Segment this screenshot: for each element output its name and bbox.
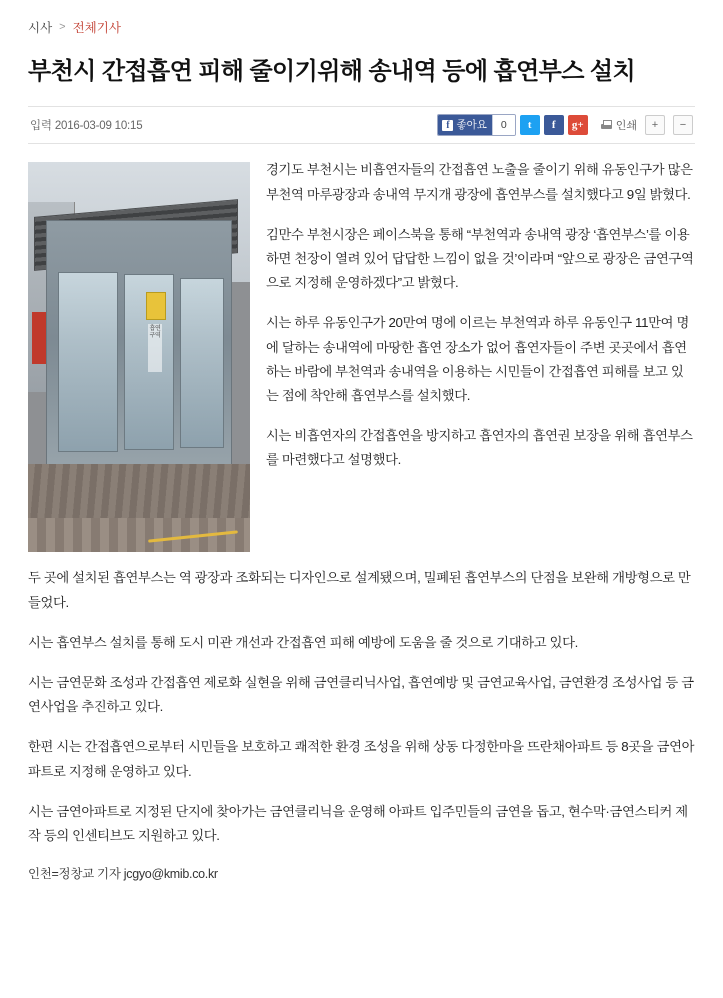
facebook-like-count: 0 [492,115,515,135]
breadcrumb-item-all-articles[interactable]: 전체기사 [72,21,121,35]
twitter-share-icon[interactable]: t [520,115,540,135]
photo-booth-glass-panel [58,272,118,452]
article-paragraph: 한편 시는 간접흡연으로부터 시민들을 보호하고 쾌적한 환경 조성을 위해 상동 다정한마을 뜨란채아파트 등 8곳을 금연아파트로 지정해 운영하고 있다. [28,739,695,779]
font-decrease-button[interactable]: − [673,115,693,135]
article-meta-bar [28,106,695,144]
article-body-bottom [28,566,695,848]
googleplus-share-icon[interactable]: g+ [568,115,588,135]
headline-wrap [8,42,715,88]
article-paragraph: 시는 흡연부스 설치를 통해 도시 미관 개선과 간접흡연 피해 예방에 도움을 줄 것으로 기대하고 있다. [28,634,578,650]
breadcrumb [8,0,715,42]
article-paragraph: 시는 하루 유동인구가 20만여 명에 이르는 부천역과 하루 유동인구 11만여 명에 달하는 송내역에 마땅한 흡연 장소가 없어 흡연자들이 주변 곳곳에서 흡연하는 바람에 부천역과 송내역을 이용하는 시민들이 간접흡연 피해를 보고 있는 점에 착안해 흡연부스를 설치했다. [266,315,689,403]
article-body-top [28,158,695,560]
article-paragraph: 시는 금연아파트로 지정된 단지에 찾아가는 금연클리닉을 운영해 아파트 입주민들의 금연을 돕고, 현수막·금연스티커 제작 등의 인센티브도 지원하고 있다. [28,803,688,843]
facebook-share-icon[interactable]: f [544,115,564,135]
facebook-like-button[interactable] [438,115,491,135]
article-photo [28,162,250,552]
breadcrumb-separator-icon: > [59,21,66,33]
facebook-icon: f [442,120,453,131]
article-paragraph: 경기도 부천시는 비흡연자들의 간접흡연 노출을 줄이기 위해 유동인구가 많은 부천역 마루광장과 송내역 무지개 광장에 흡연부스를 설치했다고 9일 밝혔다. [266,162,693,202]
font-increase-button[interactable]: + [645,115,665,135]
article-byline: 인천=정창교 기자 jcgyo@kmib.co.kr [28,867,218,882]
social-share-group [437,114,693,136]
article-paragraph: 시는 비흡연자의 간접흡연을 방지하고 흡연자의 흡연권 보장을 위해 흡연부스를 마련했다고 설명했다. [266,428,693,468]
publish-date: 입력 2016-03-09 10:15 [30,120,143,133]
facebook-like-widget[interactable] [437,114,515,136]
article-paragraph: 두 곳에 설치된 흡연부스는 역 광장과 조화되는 디자인으로 설계됐으며, 밀폐된 흡연부스의 단점을 보완해 개방형으로 만들었다. [28,570,691,610]
page-title: 부천시 간접흡연 피해 줄이기위해 송내역 등에 흡연부스 설치 [28,58,636,85]
facebook-like-label: 좋아요 [456,119,487,132]
photo-booth-label: 흡연구역 [148,324,162,372]
article-paragraph: 김만수 부천시장은 페이스북을 통해 “부천역과 송내역 광장 ‘흡연부스’를 이용하면 천장이 열려 있어 답답한 느낌이 없을 것’이라며 “앞으로 광장은 금연구역으로 지정해 운영하겠다”고 밝혔다. [266,226,694,291]
printer-icon [600,120,613,131]
breadcrumb-item-sisa[interactable]: 시사 [28,21,53,35]
print-button[interactable] [600,117,637,133]
print-label: 인쇄 [615,120,637,133]
photo-booth-glass-panel [180,278,224,448]
article-paragraph: 시는 금연문화 조성과 간접흡연 제로화 실현을 위해 금연클리닉사업, 흡연예방 및 금연교육사업, 금연환경 조성사업 등 금연사업을 추진하고 있다. [28,674,694,715]
photo-smoking-sign-icon [146,292,166,320]
